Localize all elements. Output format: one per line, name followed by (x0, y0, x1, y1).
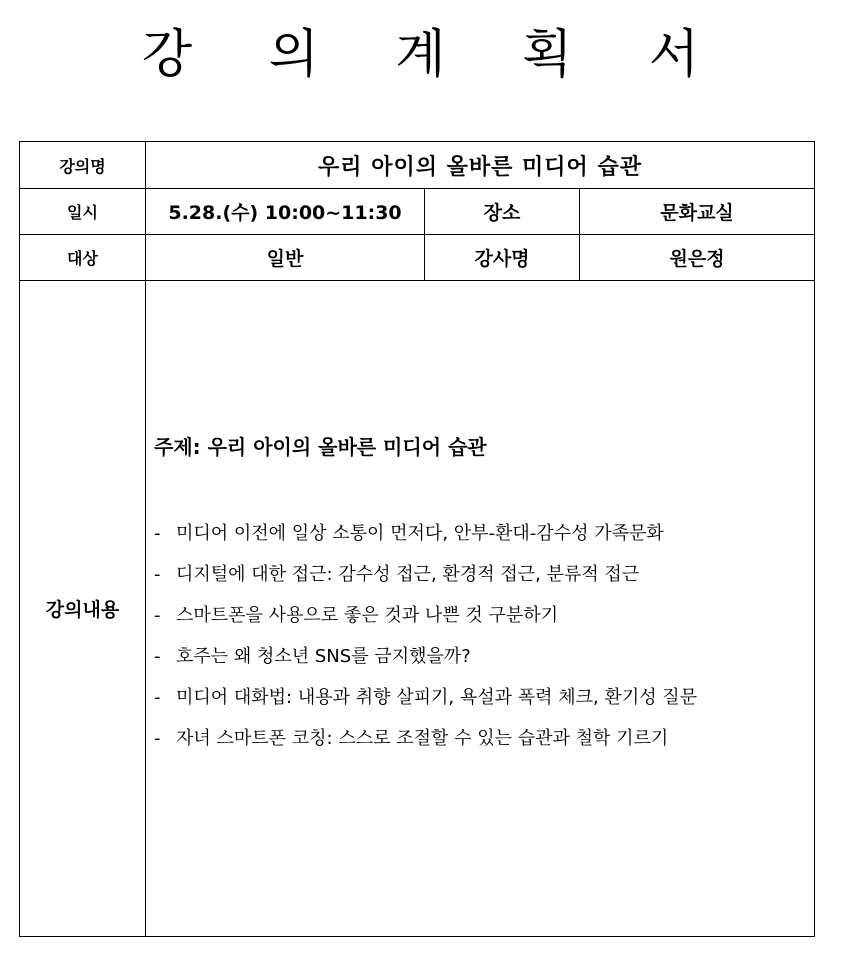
list-item (154, 595, 697, 636)
row-lecture-name (20, 142, 815, 189)
list-item (154, 718, 697, 759)
content-cell (146, 281, 815, 937)
list-item-text: 자녀 스마트폰 코칭: 스스로 조절할 수 있는 습관과 철학 기르기 (176, 728, 669, 749)
document-title: 강 의 계 획 서 (141, 25, 730, 85)
list-item (154, 677, 697, 718)
content-list (154, 513, 697, 759)
row-content (20, 281, 815, 937)
list-item-text: 미디어 이전에 일상 소통이 먼저다, 안부-환대-감수성 가족문화 (176, 523, 664, 544)
instructor-value: 원은정 (580, 235, 815, 281)
place-label: 장소 (425, 189, 580, 235)
bullet-dash: - (154, 605, 161, 626)
lecture-name-label: 강의명 (20, 142, 146, 189)
lecture-name-value: 우리 아이의 올바른 미디어 습관 (146, 142, 815, 189)
list-item (154, 554, 697, 595)
instructor-label: 강사명 (425, 235, 580, 281)
list-item-text: 디지털에 대한 접근: 감수성 접근, 환경적 접근, 분류적 접근 (176, 564, 640, 585)
row-datetime (20, 189, 815, 235)
bullet-dash: - (154, 646, 161, 667)
bullet-dash: - (154, 564, 161, 585)
datetime-label: 일시 (20, 189, 146, 235)
datetime-value: 5.28.(수) 10:00~11:30 (146, 189, 425, 235)
list-item (154, 513, 697, 554)
row-audience (20, 235, 815, 281)
list-item-text: 미디어 대화법: 내용과 취향 살피기, 욕설과 폭력 체크, 환기성 질문 (176, 687, 698, 708)
list-item-text: 호주는 왜 청소년 SNS를 금지했을까? (176, 646, 471, 667)
list-item-text: 스마트폰을 사용으로 좋은 것과 나쁜 것 구분하기 (176, 605, 559, 626)
audience-value: 일반 (146, 235, 425, 281)
topic-heading: 주제: 우리 아이의 올바른 미디어 습관 (154, 435, 487, 459)
lecture-plan-table (19, 141, 815, 937)
audience-label: 대상 (20, 235, 146, 281)
bullet-dash: - (154, 728, 161, 749)
content-label: 강의내용 (20, 281, 146, 937)
list-item (154, 636, 697, 677)
place-value: 문화교실 (580, 189, 815, 235)
bullet-dash: - (154, 523, 161, 544)
bullet-dash: - (154, 687, 161, 708)
